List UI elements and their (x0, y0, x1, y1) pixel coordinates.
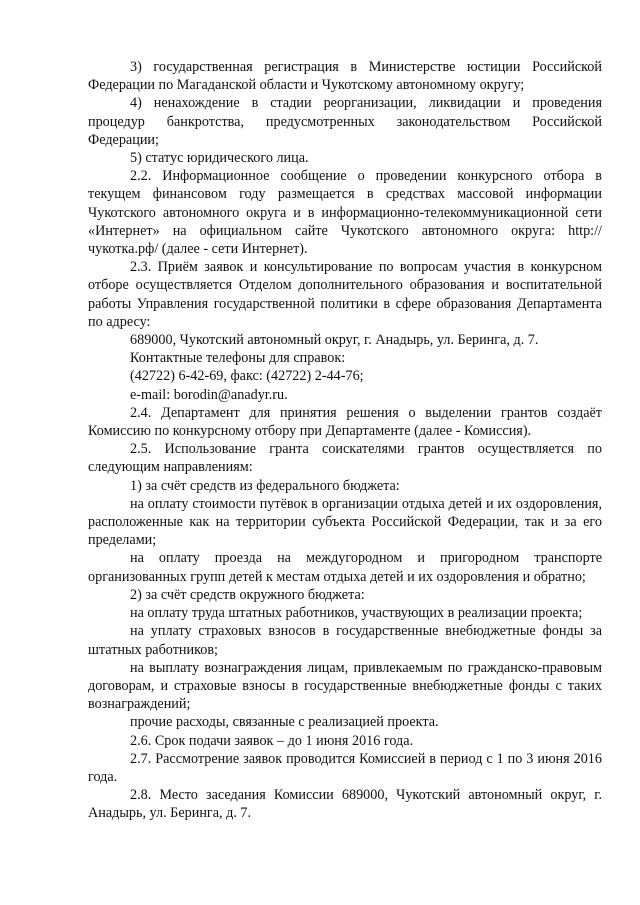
list-item-registration: 3) государственная регистрация в Министерстве юстиции Российской Федерации по Магаданской области и Чукотскому автономному округу; (88, 59, 602, 94)
clause-2-3: 2.3. Приём заявок и консультирование по вопросам участия в конкурсном отборе осуществляется Отделом дополнительного образования и воспитательной работы Управления государственной политики в сфере образования Департамента по адресу: (88, 259, 602, 330)
federal-item-vouchers: на оплату стоимости путёвок в организации отдыха детей и их оздоровления, расположенные как на территории субъекта Российской Федерации, так и за его пределами; (88, 495, 602, 549)
document-page (88, 58, 602, 823)
contacts-heading: Контактные телефоны для справок: (130, 350, 346, 367)
federal-item-transport: на оплату проезда на междугородном и пригородном транспорте организованных групп детей к местам отдыха детей и их оздоровления и обратно; (88, 550, 602, 585)
district-item-other: прочие расходы, связанные с реализацией проекта. (130, 714, 439, 731)
district-item-contracts: на выплату вознаграждения лицам, привлекаемым по гражданско-правовым договорам, и страховые взносы в государственные внебюджетные фонды с таких вознаграждений; (88, 659, 602, 713)
district-item-salaries: на оплату труда штатных работников, участвующих в реализации проекта; (130, 605, 583, 622)
phone-line: (42722) 6-42-69, факс: (42722) 2-44-76; (130, 368, 364, 385)
clause-2-8: 2.8. Место заседания Комиссии 689000, Чукотский автономный округ, г. Анадырь, ул. Беринга, д. 7. (88, 787, 602, 822)
district-budget-heading: 2) за счёт средств окружного бюджета: (130, 586, 365, 603)
email-line: e-mail: borodin@anadyr.ru. (130, 386, 288, 403)
clause-2-5: 2.5. Использование гранта соискателями грантов осуществляется по следующим направлениям: (88, 441, 602, 476)
address-line: 689000, Чукотский автономный округ, г. Анадырь, ул. Беринга, д. 7. (130, 332, 539, 349)
federal-budget-heading: 1) за счёт средств из федерального бюджета: (130, 477, 400, 494)
list-item-legal-entity: 5) статус юридического лица. (130, 150, 309, 167)
list-item-no-reorganization: 4) ненахождение в стадии реорганизации, ликвидации и проведения процедур банкротства, предусмотренных законодательством Российской Федерации; (88, 95, 602, 148)
clause-2-2: 2.2. Информационное сообщение о проведении конкурсного отбора в текущем финансовом году размещается в средствах массовой информации Чукотского автономного округа и в информационно-телекоммуникационной сети «Интернет» на официальном сайте Чукотского автономного округа: http://чукотка.рф/ (далее - сети Интернет). (88, 168, 602, 258)
district-item-insurance: на уплату страховых взносов в государственные внебюджетные фонды за штатных работников; (88, 623, 602, 658)
clause-2-4: 2.4. Департамент для принятия решения о выделении грантов создаёт Комиссию по конкурсному отбору при Департаменте (далее - Комиссия). (88, 404, 602, 440)
clause-2-7: 2.7. Рассмотрение заявок проводится Комиссией в период с 1 по 3 июня 2016 года. (88, 750, 602, 785)
clause-2-6: 2.6. Срок подачи заявок – до 1 июня 2016 года. (130, 732, 414, 749)
